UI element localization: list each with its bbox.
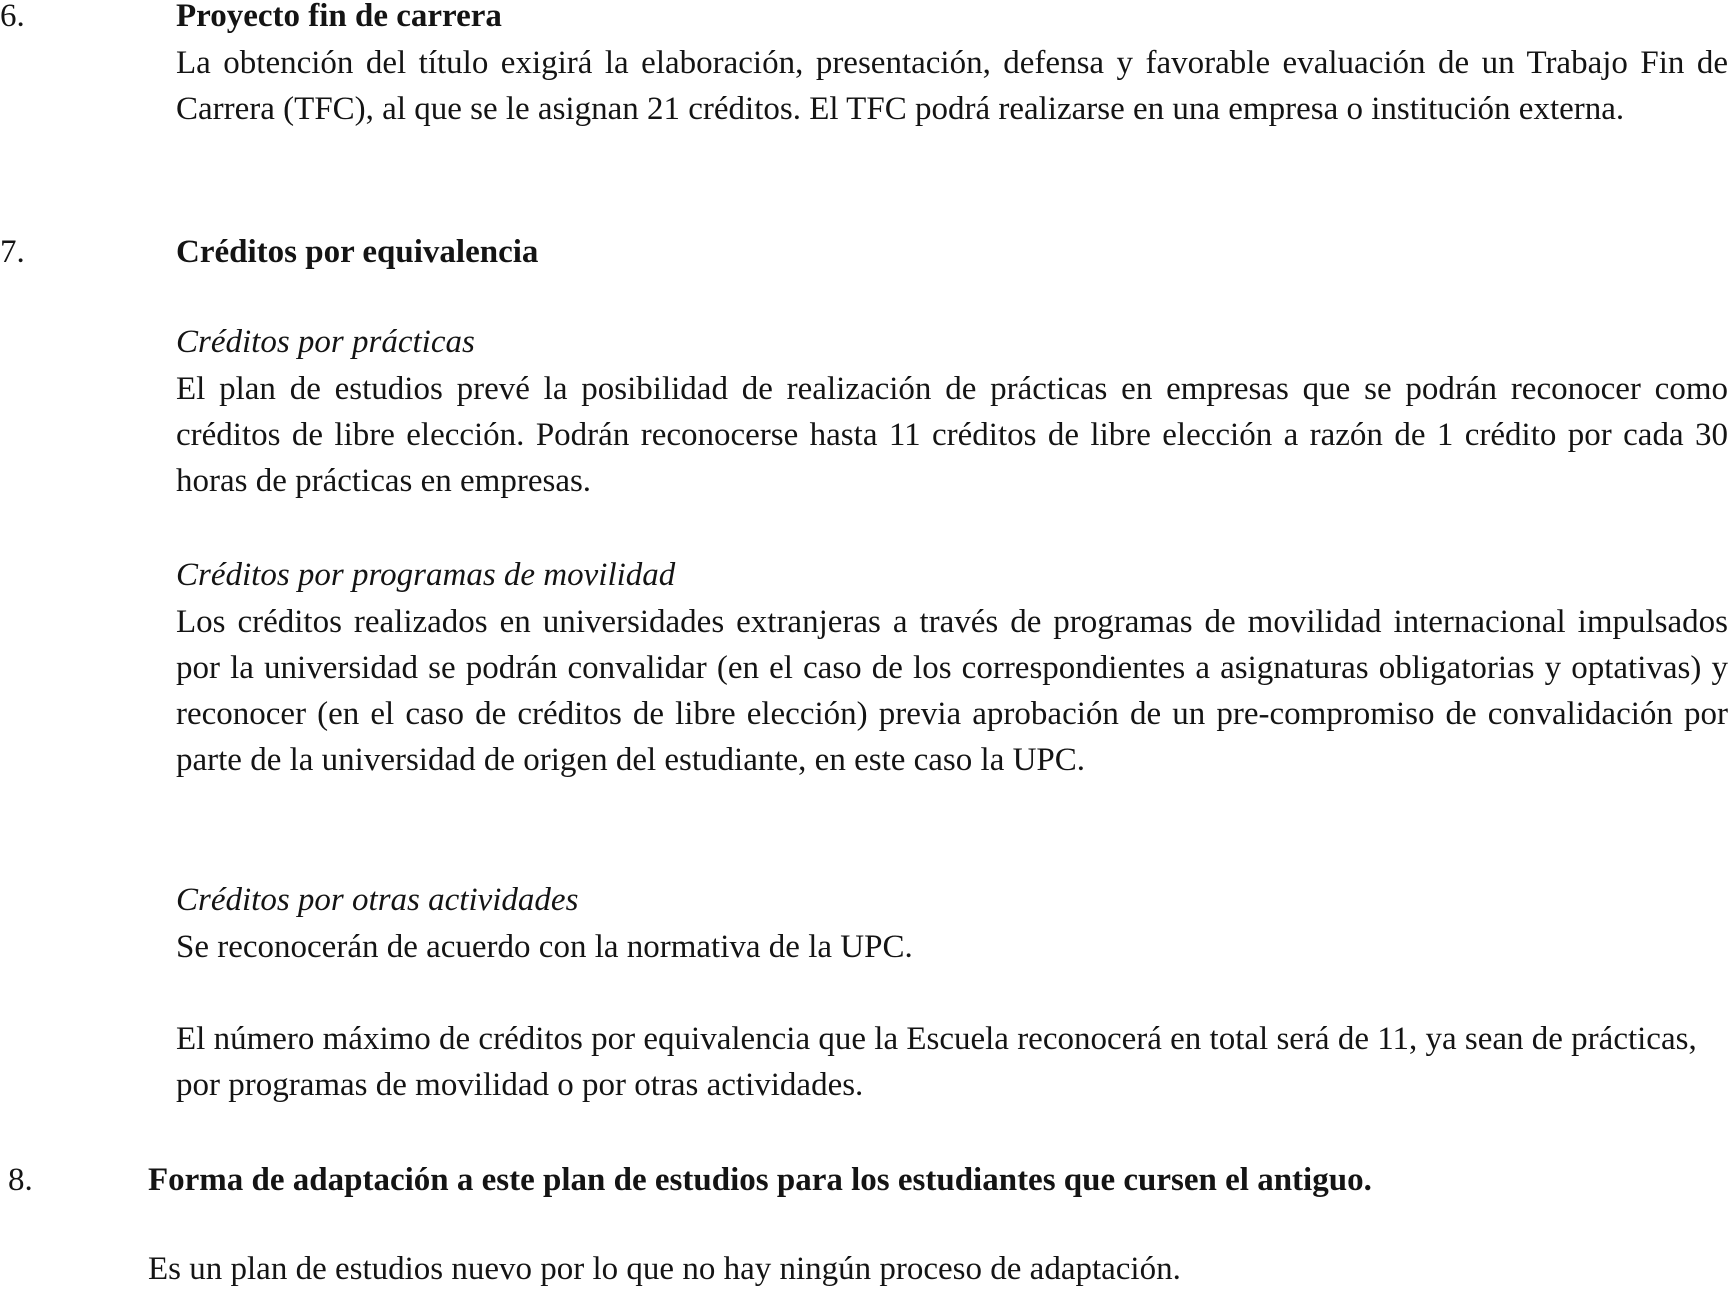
- section-6-heading: Proyecto fin de carrera: [176, 0, 502, 34]
- subsection-movilidad-body: Los créditos realizados en universidades extranjeras a través de programas de movilidad internacional impulsados por la universidad se podrán convalidar (en el caso de los correspondientes a asignaturas obligatorias y optativas) y reconocer (en el caso de créditos de libre elección) previa aprobación de un pre-compromiso de convalidación por parte de la universidad de origen del estudiante, en este caso la UPC.: [176, 604, 1728, 778]
- section-8-heading: Forma de adaptación a este plan de estudios para los estudiantes que cursen el antiguo.: [148, 1162, 1372, 1198]
- section-6-body: La obtención del título exigirá la elaboración, presentación, defensa y favorable evaluación de un Trabajo Fin de Carrera (TFC), al que se le asignan 21 créditos. El TFC podrá realizarse en una empresa o institución externa.: [176, 45, 1728, 127]
- subsection-practicas-body: El plan de estudios prevé la posibilidad de realización de prácticas en empresas que se podrán reconocer como créditos de libre elección. Podrán reconocerse hasta 11 créditos de libre elección a razón de 1 crédito por cada 30 horas de prácticas en empresas.: [176, 371, 1728, 499]
- subsection-movilidad-title: Créditos por programas de movilidad: [176, 557, 676, 593]
- section-8-number: 8.: [8, 1162, 33, 1198]
- subsection-practicas-title: Créditos por prácticas: [176, 324, 475, 360]
- subsection-otras-body: Se reconocerán de acuerdo con la normativa de la UPC.: [176, 929, 913, 965]
- section-7-heading: Créditos por equivalencia: [176, 234, 539, 270]
- section-7-number: 7.: [0, 234, 25, 270]
- subsection-otras-title: Créditos por otras actividades: [176, 882, 579, 918]
- section-6-number: 6.: [0, 0, 25, 34]
- section-7-closing: El número máximo de créditos por equivalencia que la Escuela reconocerá en total será de 11, ya sean de prácticas, por programas de movilidad o por otras actividades.: [176, 1021, 1697, 1103]
- section-8-body: Es un plan de estudios nuevo por lo que no hay ningún proceso de adaptación.: [148, 1251, 1181, 1287]
